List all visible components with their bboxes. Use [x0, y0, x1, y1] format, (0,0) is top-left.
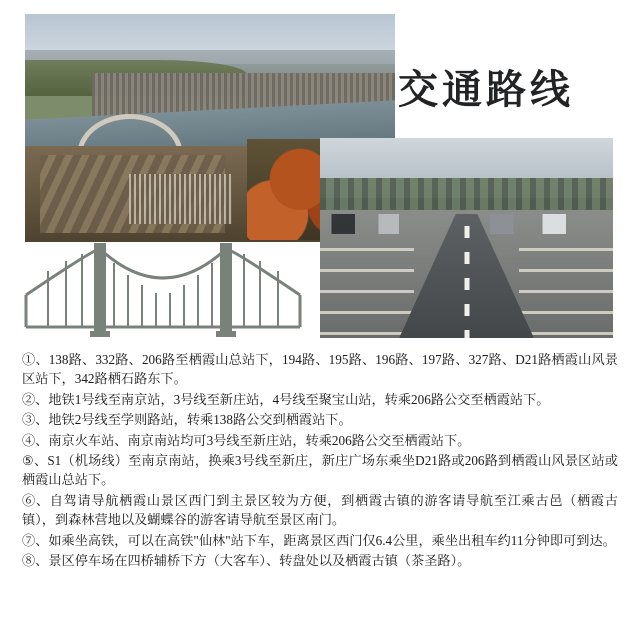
parking-bays-right [519, 230, 613, 338]
route-item: ④、南京火车站、南京南站均可3号线至新庄站，转乘206路公交至栖霞站下。 [22, 432, 471, 448]
route-item: ⑦、如乘坐高铁，可以在高铁"仙林"站下车，距离景区西门仅6.4公里，乘坐出租车约11分钟即可到达。 [22, 532, 616, 548]
lane-dash-markings [464, 226, 469, 338]
route-item: ③、地铁2号线至学则路站，转乘138路公交到栖霞站下。 [22, 412, 352, 428]
treeline-region [320, 178, 613, 214]
route-item: ①、138路、332路、206路至栖霞山总站下，194路、195路、196路、197路、327路、D21路栖霞山风景区站下，342路栖石路东下。 [22, 352, 618, 387]
page-title: 交通路线 [398, 67, 574, 112]
route-item: ⑥、自驾请导航栖霞山景区西门到主景区较为方便，到栖霞古镇的游客请导航至江乘古邑（栖霞古镇），到森林营地以及蝴蝶谷的游客请导航至景区南门。 [22, 492, 618, 528]
route-list [0, 350, 638, 571]
suspension-bridge-icon [18, 235, 308, 340]
crowd-region [129, 174, 233, 224]
route-item: ②、地铁1号线至南京站，3号线至新庄站，4号线至聚宝山站，转乘206路公交至栖霞站下。 [22, 391, 550, 407]
parking-bays-left [320, 230, 414, 338]
road-photo [320, 138, 613, 338]
route-item: ⑧、景区停车场在四桥辅桥下方（大客车）、转盘处以及栖霞古镇（茶圣路）。 [22, 553, 471, 569]
route-item: ⑤、S1（机场线）至南京南站，换乘3号线至新庄，新庄广场东乘坐D21路或206路到栖霞山风景区站或栖霞山总站下。 [22, 453, 618, 488]
